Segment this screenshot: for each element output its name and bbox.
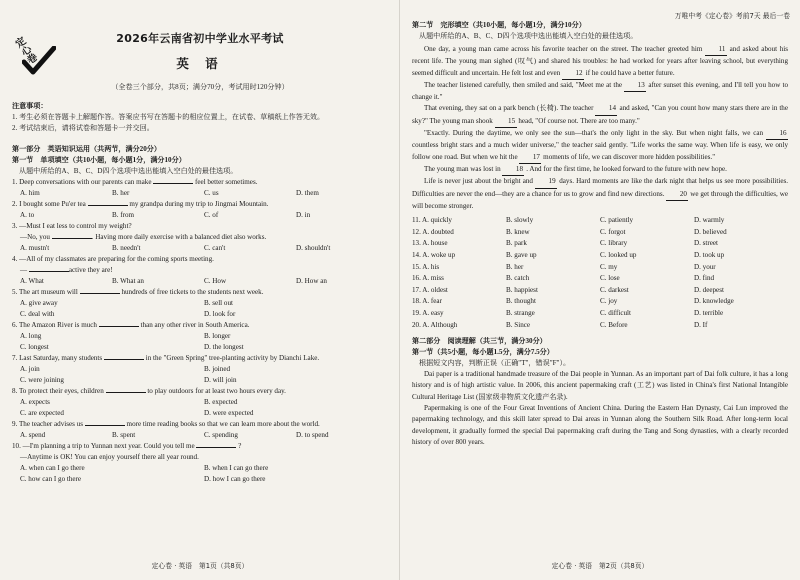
question-text: 4. —All of my classmates are preparing for the coming sports meeting. [12, 255, 214, 263]
exam-info: （全卷三个部分，共8页；满分70分，考试用时120分钟） [111, 83, 289, 91]
option-row [12, 210, 388, 221]
cloze-blank: 20 [666, 189, 688, 201]
answer-option: C. spending [204, 431, 238, 439]
page-footer-left: 定心卷 · 英语 第1页（共8页） [151, 562, 249, 570]
answer-option: 11. A. quickly [412, 216, 452, 225]
question-list [12, 177, 388, 485]
question-text: than any other river in South America. [140, 321, 250, 329]
option-row [12, 276, 388, 287]
answer-blank [29, 271, 69, 272]
answer-option: A. mustn't [20, 244, 50, 252]
answer-option: C. my [600, 262, 618, 271]
cloze-blank: 14 [595, 103, 617, 115]
answer-option: B. park [506, 239, 527, 248]
answer-option: B. expected [204, 398, 238, 406]
cloze-blank: 18 [502, 164, 524, 176]
page-footer-right: 定心卷 · 英语 第2页（共8页） [551, 562, 649, 570]
answer-option: C. patiently [600, 216, 634, 225]
answer-option: C. were joining [20, 376, 64, 384]
section1-title: 第一节 单项填空（共10小题，每小题1分，满分10分） [12, 156, 186, 164]
question-text: 3. —Must I eat less to control my weight? [12, 222, 132, 230]
cloze-blank: 13 [624, 80, 646, 92]
question-text: my grandpa during my trip to Jingmai Mountain. [129, 200, 269, 208]
answer-option: A. What [20, 277, 44, 285]
answer-option: 20. A. Although [412, 320, 458, 329]
choice-row [412, 250, 788, 262]
passage-text: head, "Of course not. There are too many." [518, 116, 640, 125]
passage-text: That evening, they sat on a park bench (长椅). The teacher [424, 104, 594, 113]
answer-option: D. them [296, 189, 319, 197]
answer-blank [80, 293, 120, 294]
question-text: —Anytime is OK! You can enjoy yourself there all year round. [20, 453, 199, 461]
stamp-text: 定心卷 [13, 35, 40, 67]
answer-option: D. knowledge [694, 297, 734, 306]
answer-option: B. happiest [506, 285, 538, 294]
answer-option: C. lose [600, 274, 620, 283]
passage-text: "Exactly. During the daytime, we only see the sun—that's the only light in the sky. But when night falls, we can [424, 129, 764, 138]
reading-paragraph-2: Papermaking is one of the Four Great Inventions of Ancient China. During the Eastern Han Dynasty, Cai Lun improved the papermaking technology, and this skill later spread to Dai areas in Yunnan along the Southern Silk Road. After long-term local development, it gradually formed the special Dai papermaking craft during the Tang and Song dynasties, with a clearly recorded history of over 800 years. [412, 403, 788, 446]
section2-title: 第二节 完形填空（共10小题，每小题1分，满分10分） [412, 21, 586, 29]
option-row [12, 243, 388, 254]
answer-blank [85, 425, 125, 426]
answer-option: B. when I can go there [204, 464, 269, 472]
question-text: 1. Deep conversations with our parents can make [12, 178, 152, 186]
answer-blank [52, 238, 92, 239]
passage-text: after sunset this evening, and I'll tell you how to change it." [412, 80, 788, 102]
choice-row [412, 285, 788, 297]
choice-row [412, 320, 788, 332]
question-stem [12, 177, 388, 188]
exam-title: 2026年云南省初中学业水平考试 [116, 32, 284, 45]
passage-text: days. Hard moments are like the dark night that helps us see more possibilities. Difficulties are never the end—they are a chance for us to grow and find new directions. [412, 177, 788, 198]
answer-option: D. will join [204, 376, 237, 384]
answer-option: 15. A. his [412, 262, 440, 271]
question-text: — [20, 266, 28, 274]
question-text: hundreds of free tickets to the students next week. [121, 288, 264, 296]
option-row [12, 463, 388, 474]
answer-blank [104, 359, 144, 360]
option-row [12, 375, 388, 386]
answer-blank [99, 326, 139, 327]
section1-instructions: 从题中所给的A、B、C、D四个选项中选出能填入空白处的最佳选项。 [19, 167, 238, 175]
passage-paragraph [412, 128, 788, 164]
question-text: . Having more daily exercise with a balanced diet also works. [91, 233, 267, 241]
cloze-choices [412, 215, 788, 331]
answer-option: D. were expected [204, 409, 254, 417]
answer-option: D. how I can go there [204, 475, 266, 483]
question-text: 10. —I'm planning a trip to Yunnan next year. Could you tell me [12, 442, 195, 450]
answer-option: 19. A. easy [412, 308, 444, 317]
choice-row [412, 296, 788, 308]
answer-option: B. slowly [506, 216, 534, 225]
part2-title: 第二部分 阅读理解（共三节，满分30分） [412, 337, 547, 346]
stamp-logo [13, 14, 44, 67]
answer-option: D. the longest [204, 343, 244, 351]
answer-blank [153, 183, 193, 184]
answer-option: A. when can I go there [20, 464, 85, 472]
option-row [12, 408, 388, 419]
answer-option: C. How [204, 277, 227, 285]
answer-option: C. deal with [20, 310, 55, 318]
passage-text: moments of life, we can discover more hidden possibilities." [543, 152, 716, 161]
answer-option: B. thought [506, 297, 536, 306]
answer-option: D. How an [296, 277, 327, 285]
choice-row [412, 308, 788, 320]
passage-text: if he could have a better future. [585, 68, 675, 77]
choice-row [412, 273, 788, 285]
passage-text: The young man was lost in [424, 164, 501, 173]
question-stem-line2 [12, 265, 388, 276]
answer-option: B. catch [506, 274, 530, 283]
question-stem [12, 353, 388, 364]
option-row [12, 309, 388, 320]
question-stem [12, 287, 388, 298]
reading-paragraph-1: Dai paper is a traditional handmade treasure of the Dai people in Yunnan. As an important part of Dai folk culture, it has a long history and is of high artistic value. In 2006, this ancient papermaking craft (工艺) was listed in China's first National Intangible Cultural Heritage List (国家级非物质文化遗产名录). [412, 370, 788, 401]
question-text: 6. The Amazon River is much [12, 321, 97, 329]
question-stem [12, 221, 388, 232]
cloze-blank: 12 [562, 68, 584, 80]
question-text: 2. I bought some Pu'er tea [12, 200, 86, 208]
question-stem-line2 [12, 232, 388, 243]
question-text: in the "Green Spring" tree-planting activity by Dianchi Lake. [145, 354, 320, 362]
passage-text: countless bright stars and a much wider universe," the teacher said gently. "Life works the same way. When life is easy, we only follow one road. But when we hit the [412, 141, 788, 161]
answer-option: D. believed [694, 227, 727, 236]
answer-option: C. difficult [600, 308, 632, 317]
note-1: 1. 考生必须在答题卡上解题作答。答案应书写在答题卡的相应位置上，在试卷、草稿纸上作答无效。 [12, 113, 325, 121]
choice-row [412, 215, 788, 227]
answer-option: D. look for [204, 310, 236, 318]
choice-row [412, 238, 788, 250]
question-stem-line2 [12, 452, 388, 463]
passage-text: One day, a young man came across his favorite teacher on the street. The teacher greeted him [424, 45, 703, 53]
question-stem [12, 386, 388, 397]
answer-option: D. your [694, 262, 716, 271]
question-text: 9. The teacher advises us [12, 420, 83, 428]
question-text: more time reading books so that we can learn more about the world. [126, 420, 320, 428]
passage-paragraph [412, 164, 788, 176]
question-stem [12, 254, 388, 265]
answer-option: C. looked up [600, 250, 637, 259]
option-row [12, 474, 388, 485]
passage-text: we get through the difficulties, we will become stronger. [412, 189, 788, 210]
question-text: active they are! [68, 266, 113, 274]
answer-option: C. Before [600, 320, 628, 329]
cloze-blank: 17 [519, 152, 541, 164]
answer-option: B. gave up [506, 250, 537, 259]
choice-row [412, 227, 788, 239]
answer-option: B. What an [112, 277, 144, 285]
passage-paragraph [412, 44, 788, 80]
answer-option: D. warmly [694, 216, 725, 225]
answer-option: D. to spend [296, 431, 329, 439]
question-text: 8. To protect their eyes, children [12, 387, 104, 395]
question-text: 7. Last Saturday, many students [12, 354, 103, 362]
answer-option: C. forgot [600, 227, 626, 236]
part1-title: 第一部分 英语知识运用（共两节，满分20分） [12, 145, 161, 153]
answer-option: D. deepest [694, 285, 724, 294]
answer-option: A. long [20, 332, 42, 340]
answer-option: B. sell out [204, 299, 233, 307]
question-stem [12, 199, 388, 210]
answer-option: A. join [20, 365, 40, 373]
answer-option: D. find [694, 274, 715, 283]
cloze-blank: 19 [535, 176, 557, 188]
answer-option: C. darkest [600, 285, 629, 294]
note-2: 2. 考试结束后，请将试卷和答题卡一并交回。 [12, 124, 154, 132]
answer-option: B. longer [204, 332, 231, 340]
passage-paragraph [412, 103, 788, 128]
question-text: feel better sometimes. [195, 178, 258, 186]
passage-text: Life is never just about the bright and [424, 177, 533, 186]
check-icon [22, 46, 56, 76]
question-stem [12, 320, 388, 331]
answer-option: C. joy [600, 297, 618, 306]
answer-option: B. spent [112, 431, 136, 439]
answer-option: C. how can I go there [20, 475, 82, 483]
answer-option: A. give away [20, 299, 58, 307]
answer-option: A. to [20, 211, 35, 219]
passage-text: and asked about his recent life. The young man sighed (叹气) and shared his troubles: he had worked for years after leaving school, but everything seemed difficult and uncertain. He felt lost and even [412, 45, 788, 77]
answer-option: D. took up [694, 250, 725, 259]
option-row [12, 430, 388, 441]
answer-option: C. library [600, 239, 628, 248]
option-row [12, 397, 388, 408]
answer-option: A. spend [20, 431, 46, 439]
option-row [12, 298, 388, 309]
answer-option: D. If [694, 320, 708, 329]
cloze-blank: 15 [495, 116, 517, 128]
answer-option: C. can't [204, 244, 226, 252]
answer-option: B. her [112, 189, 130, 197]
passage-paragraph [412, 176, 788, 212]
answer-blank [106, 392, 146, 393]
answer-option: B. strange [506, 308, 535, 317]
answer-option: 17. A. oldest [412, 285, 448, 294]
answer-option: 13. A. house [412, 239, 448, 248]
cloze-blank: 11 [705, 44, 727, 56]
question-stem [12, 419, 388, 430]
answer-blank [88, 205, 128, 206]
answer-option: A. expects [20, 398, 50, 406]
option-row [12, 331, 388, 342]
answer-option: C. of [204, 211, 219, 219]
question-text: to play outdoors for at least two hours every day. [147, 387, 286, 395]
option-row [12, 188, 388, 199]
notes-title: 注意事项： [12, 102, 48, 110]
question-stem [12, 441, 388, 452]
answer-option: C. longest [20, 343, 49, 351]
passage-text: . And for the first time, he looked forward to the future with new hope. [526, 164, 727, 173]
answer-option: B. joined [204, 365, 231, 373]
answer-option: B. knew [506, 227, 530, 236]
answer-option: B. needn't [112, 244, 141, 252]
cloze-passage [412, 44, 788, 212]
exam-subject: 英 语 [176, 56, 224, 71]
question-text: ? [238, 442, 242, 450]
passage-text: and asked, "Can you count how many stars there are in the sky?" The young man shook [412, 104, 789, 125]
answer-option: C. are expected [20, 409, 64, 417]
answer-option: B. Since [506, 320, 531, 329]
answer-option: D. in [296, 211, 311, 219]
answer-option: D. shouldn't [296, 244, 331, 252]
part2-section1-instructions: 根据短文内容，判断正误（正确"T"，错误"F"）。 [419, 359, 571, 368]
answer-option: 14. A. woke up [412, 250, 456, 259]
answer-option: B. her [506, 262, 524, 271]
option-row [12, 364, 388, 375]
answer-blank [196, 447, 236, 448]
answer-option: D. terrible [694, 308, 724, 317]
answer-option: 12. A. doubted [412, 227, 454, 236]
passage-text: The teacher listened carefully, then smiled and said, "Meet me at the [424, 80, 623, 89]
option-row [12, 342, 388, 353]
answer-option: 16. A. miss [412, 274, 444, 283]
passage-paragraph [412, 80, 788, 104]
page-right [400, 0, 800, 580]
page-header: 万唯中考《定心卷》考前7天 最后一卷 [674, 12, 790, 20]
answer-option: C. us [204, 189, 219, 197]
answer-option: D. street [694, 239, 719, 248]
cloze-blank: 16 [766, 128, 788, 140]
answer-option: 18. A. fear [412, 297, 442, 306]
choice-row [412, 262, 788, 274]
part2-section1-title: 第一节（共5小题，每小题1.5分，满分7.5分） [412, 348, 554, 357]
answer-option: A. him [20, 189, 40, 197]
question-text: 5. The art museum will [12, 288, 78, 296]
question-text: —No, you [20, 233, 50, 241]
answer-option: B. from [112, 211, 135, 219]
section2-instructions: 从题中所给的A、B、C、D四个选项中选出能填入空白处的最佳选项。 [419, 32, 638, 40]
